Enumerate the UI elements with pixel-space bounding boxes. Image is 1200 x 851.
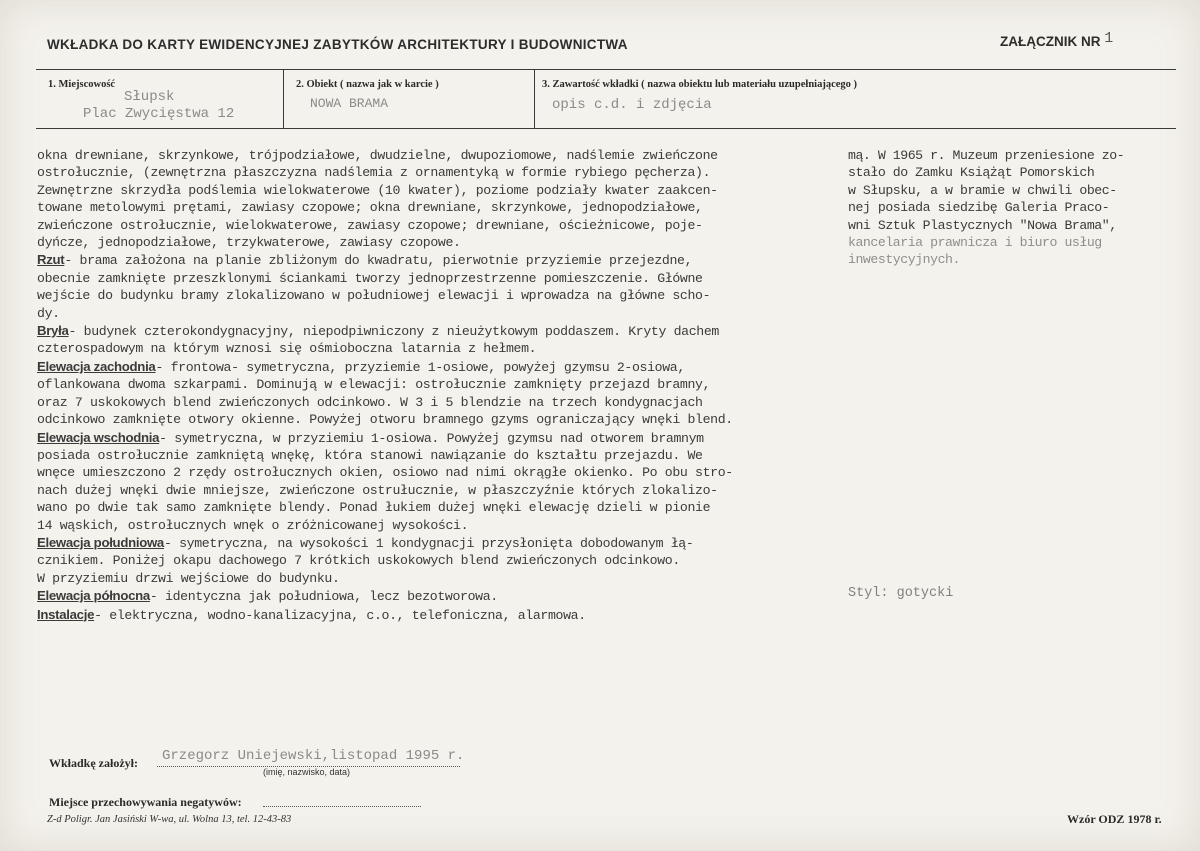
annex-number <box>1000 30 1114 51</box>
location-city: Słupsk <box>124 89 175 105</box>
section-heading: Elewacja północna <box>37 588 150 604</box>
side-line: nej posiada siedzibę Galeria Praco- <box>848 200 1110 216</box>
section-heading: Elewacja zachodnia <box>37 358 156 374</box>
negatives-label: Miejsce przechowywania negatywów: <box>49 795 242 809</box>
side-column-text <box>848 147 1168 269</box>
negatives-dotted-line <box>263 806 421 807</box>
description-line: odcinkowo zamknięte otwory okienne. Powyżej otworu bramnego gzyms ograniczający wnęki blend. <box>37 412 733 428</box>
description-line: towane metolowymi prętami, zawiasy czopowe; okna drewniane, skrzynkowe, jednopodziałowe, <box>37 200 703 216</box>
description-line: czterospadowym na którym wznosi się ośmioboczna latarnia z hełmem. <box>37 341 537 357</box>
description-line: wnęce umieszczono 2 rzędy ostrołucznych okien, osiowo nad nimi okrągłe okienko. Po obu stro- <box>37 465 733 481</box>
contents-value: opis c.d. i zdjęcia <box>552 97 712 113</box>
side-line: kancelaria prawnicza i biuro usług <box>848 235 1102 251</box>
field-divider-1 <box>283 69 284 129</box>
description-line: Zewnętrzne skrzydła podślemia wielokwaterowe (10 kwater), poziome podziały kwater zaakcen- <box>37 182 718 198</box>
side-line: inwestycyjnych. <box>848 252 960 268</box>
section-west-elevation: Elewacja zachodnia- frontowa- symetryczna, przyziemie 1-osiowe, powyżej gzymsu 2-osiowa, <box>37 358 685 375</box>
description-line: obecnie zamknięte przeszklonymi ściankami tworzy jednoprzestrzenne pomieszczenie. Główne <box>37 270 703 286</box>
section-heading: Instalacje <box>37 606 95 622</box>
description-line: wano po dwie tak samo zamknięte blendy. Ponad łukiem dużej wnęki elewację dzieli w pionie <box>37 500 711 516</box>
description-line: ostrołucznie, (zewnętrzna płaszczyzna nadślemia z ornamentyką w formie rybiego pęcherza). <box>37 165 711 181</box>
object-value: NOWA BRAMA <box>310 96 389 111</box>
location-label: 1. Miejscowość <box>48 79 116 90</box>
side-line: stało do Zamku Książąt Pomorskich <box>848 165 1095 181</box>
description-line: cznikiem. Poniżej okapu dachowego 7 krótkich uskokowych blend zwieńczonych odcinkowo. <box>37 553 680 569</box>
section-installations: Instalacje- elektryczna, wodno-kanalizacyjna, c.o., telefoniczna, alarmowa. <box>37 606 586 623</box>
description-line: wejście do budynku bramy zlokalizowano w południowej elewacji i wprowadza na główne scho- <box>37 288 711 304</box>
description-line: 14 wąskich, ostrołucznych wnęk o zróżnicowanej wysokości. <box>37 517 469 533</box>
section-rzut: Rzut- brama założona na planie zbliżonym do kwadratu, pierwotnie przyziemie przejezdne, <box>37 252 693 269</box>
section-heading: Rzut <box>37 252 65 268</box>
location-address: Plac Zwycięstwa 12 <box>83 106 235 122</box>
description-line: dyńcze, jednopodziałowe, trzykwaterowe, zawiasy czopowe. <box>37 235 461 251</box>
description-line: oflankowana dwoma szkarpami. Dominują w elewacji: ostrołucznie zamknięty przejazd bramny, <box>37 377 711 393</box>
description-line: nach dużej wnęki dwie mniejsze, zwieńczone ostrułucznie, w płaszczyźnie których zlokalizo- <box>37 482 718 498</box>
form-id: Wzór ODZ 1978 r. <box>1067 812 1162 826</box>
annex-number-value: 1 <box>1104 30 1114 47</box>
header-bottom-rule <box>36 128 1176 129</box>
section-heading: Elewacja południowa <box>37 534 164 550</box>
description-text <box>37 147 817 624</box>
side-line: mą. W 1965 r. Muzeum przeniesione zo- <box>848 148 1125 163</box>
style-value: Styl: gotycki <box>848 586 954 601</box>
section-bryla: Bryła- budynek czterokondygnacyjny, niepodpiwniczony z nieużytkowym poddaszem. Kryty dachem <box>37 323 719 340</box>
section-heading: Bryła <box>37 323 69 339</box>
object-label: 2. Obiekt ( nazwa jak w karcie ) <box>296 79 439 90</box>
description-line: posiada ostrołucznie zamkniętą wnękę, która stanowi nawiązanie do kształtu przejazdu. We <box>37 447 703 463</box>
author-value: Grzegorz Uniejewski,listopad 1995 r. <box>162 748 465 764</box>
description-line: okna drewniane, skrzynkowe, trójpodziałowe, dwudzielne, dwupoziomowe, nadślemie zwieńczone <box>37 148 718 163</box>
field-divider-2 <box>534 69 535 129</box>
side-line: wni Sztuk Plastycznych "Nowa Brama", <box>848 217 1117 233</box>
header-top-rule <box>36 69 1176 70</box>
description-line: W przyziemiu drzwi wejściowe do budynku. <box>37 570 340 586</box>
section-east-elevation: Elewacja wschodnia- symetryczna, w przyziemiu 1-osiowa. Powyżej gzymsu nad otworem bramnym <box>37 429 704 446</box>
card-title: WKŁADKA DO KARTY EWIDENCYJNEJ ZABYTKÓW ARCHITEKTURY I BUDOWNICTWA <box>47 37 628 52</box>
author-label: Wkładkę założył: <box>49 756 138 770</box>
side-line: w Słupsku, a w bramie w chwili obec- <box>848 182 1117 198</box>
contents-label: 3. Zawartość wkładki ( nazwa obiektu lub materiału uzupełniającego ) <box>542 79 858 90</box>
printer-imprint: Z-d Poligr. Jan Jasiński W-wa, ul. Wolna 13, tel. 12-43-83 <box>47 814 292 825</box>
section-heading: Elewacja wschodnia <box>37 429 160 445</box>
description-line: oraz 7 uskokowych blend zwieńczonych odcinkowo. W 3 i 5 blendzie na trzech kondygnacjach <box>37 394 703 410</box>
annex-label: ZAŁĄCZNIK NR <box>1000 34 1101 49</box>
description-line: dy. <box>37 305 60 321</box>
author-hint: (imię, nazwisko, data) <box>263 767 351 777</box>
section-north-elevation: Elewacja północna- identyczna jak południowa, lecz bezotworowa. <box>37 588 498 605</box>
section-south-elevation: Elewacja południowa- symetryczna, na wysokości 1 kondygnacji przysłonięta dobodowanym łą- <box>37 534 694 551</box>
description-line: zwieńczone ostrołucznie, wielokwaterowe, zawiasy czopowe; drewniane, ościeżnicowe, poje- <box>37 217 703 233</box>
